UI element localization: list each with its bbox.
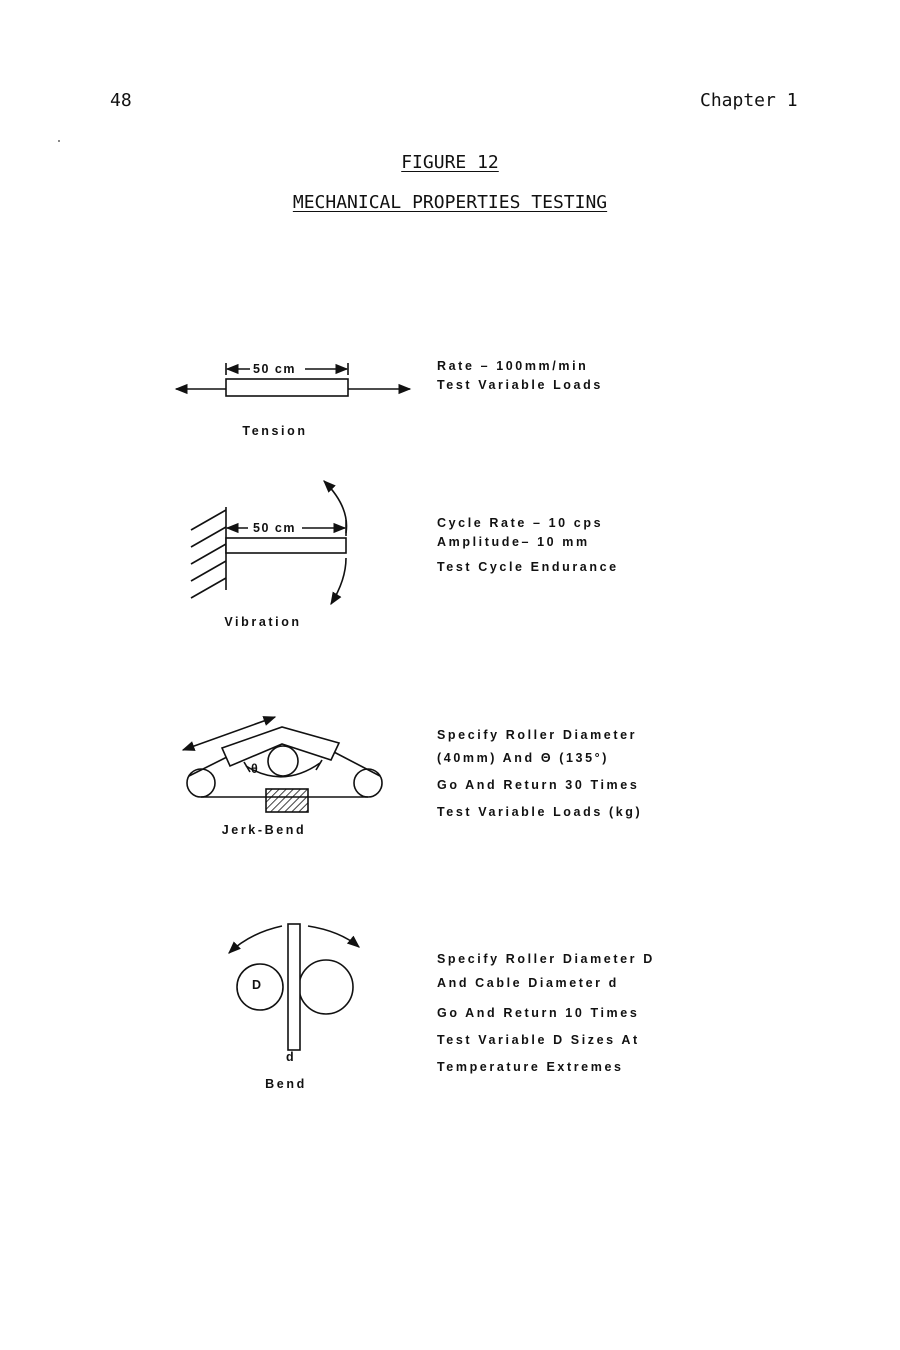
tension-spec-line: Test Variable Loads: [437, 378, 603, 392]
vibration-spec-line: Amplitude– 10 mm: [437, 535, 590, 549]
jerk-cable-right: [332, 751, 380, 776]
vibration-spec-line: Test Cycle Endurance: [437, 560, 619, 574]
vibration-arc-arrow-down: [331, 558, 346, 604]
wall-hatch: [191, 527, 226, 547]
jerk-bend-caption: Jerk-Bend: [221, 823, 307, 837]
vibration-beam: [226, 538, 346, 553]
bend-spec-line: Test Variable D Sizes At: [437, 1033, 640, 1047]
wall-hatch: [191, 544, 226, 564]
bend-diagram: [229, 924, 359, 1050]
jerk-bend-spec-line: Specify Roller Diameter: [437, 728, 638, 742]
jerk-bend-spec-line: (40mm) And Θ (135°): [437, 751, 610, 765]
bend-cable: [288, 924, 300, 1050]
jerk-bend-spec-line: Go And Return 30 Times: [437, 778, 640, 792]
jerk-bend-spec-line: Test Variable Loads (kg): [437, 805, 643, 819]
bend-roller-right: [299, 960, 353, 1014]
vibration-dimension-label: 50 cm: [250, 521, 299, 535]
bend-arc-arrow-left: [229, 926, 282, 953]
jerk-load-weight: [266, 789, 308, 812]
tension-dimension-label: 50 cm: [250, 362, 299, 376]
tension-specimen: [226, 379, 348, 396]
page-number: 48: [110, 90, 132, 111]
vibration-caption: Vibration: [224, 615, 302, 629]
jerk-pulley-right: [354, 769, 382, 797]
bend-cable-diameter-label: d: [286, 1050, 296, 1064]
bend-caption: Bend: [265, 1077, 307, 1091]
vibration-diagram: [191, 481, 347, 604]
figure-label-text: FIGURE 12: [401, 152, 499, 173]
wall-hatch: [191, 561, 226, 581]
bend-roller-diameter-label: D: [252, 978, 263, 992]
wall-hatch: [191, 578, 226, 598]
vibration-arc-arrow-up: [324, 481, 347, 533]
bend-spec-line: Go And Return 10 Times: [437, 1006, 640, 1020]
figure-title-text: MECHANICAL PROPERTIES TESTING: [292, 192, 608, 213]
chapter-heading: Chapter 1: [700, 90, 798, 111]
jerk-angle-label: θ: [251, 762, 260, 776]
jerk-pulley-left: [187, 769, 215, 797]
jerk-bend-diagram: [183, 717, 382, 812]
vibration-spec-line: Cycle Rate – 10 cps: [437, 516, 604, 530]
bend-spec-line: Specify Roller Diameter D: [437, 952, 655, 966]
jerk-roller: [268, 746, 298, 776]
tension-caption: Tension: [242, 424, 308, 438]
bend-spec-line: And Cable Diameter d: [437, 976, 619, 990]
bend-spec-line: Temperature Extremes: [437, 1060, 624, 1074]
tension-spec-line: Rate – 100mm/min: [437, 359, 589, 373]
wall-hatch: [191, 510, 226, 530]
bend-arc-arrow-right: [308, 926, 359, 947]
